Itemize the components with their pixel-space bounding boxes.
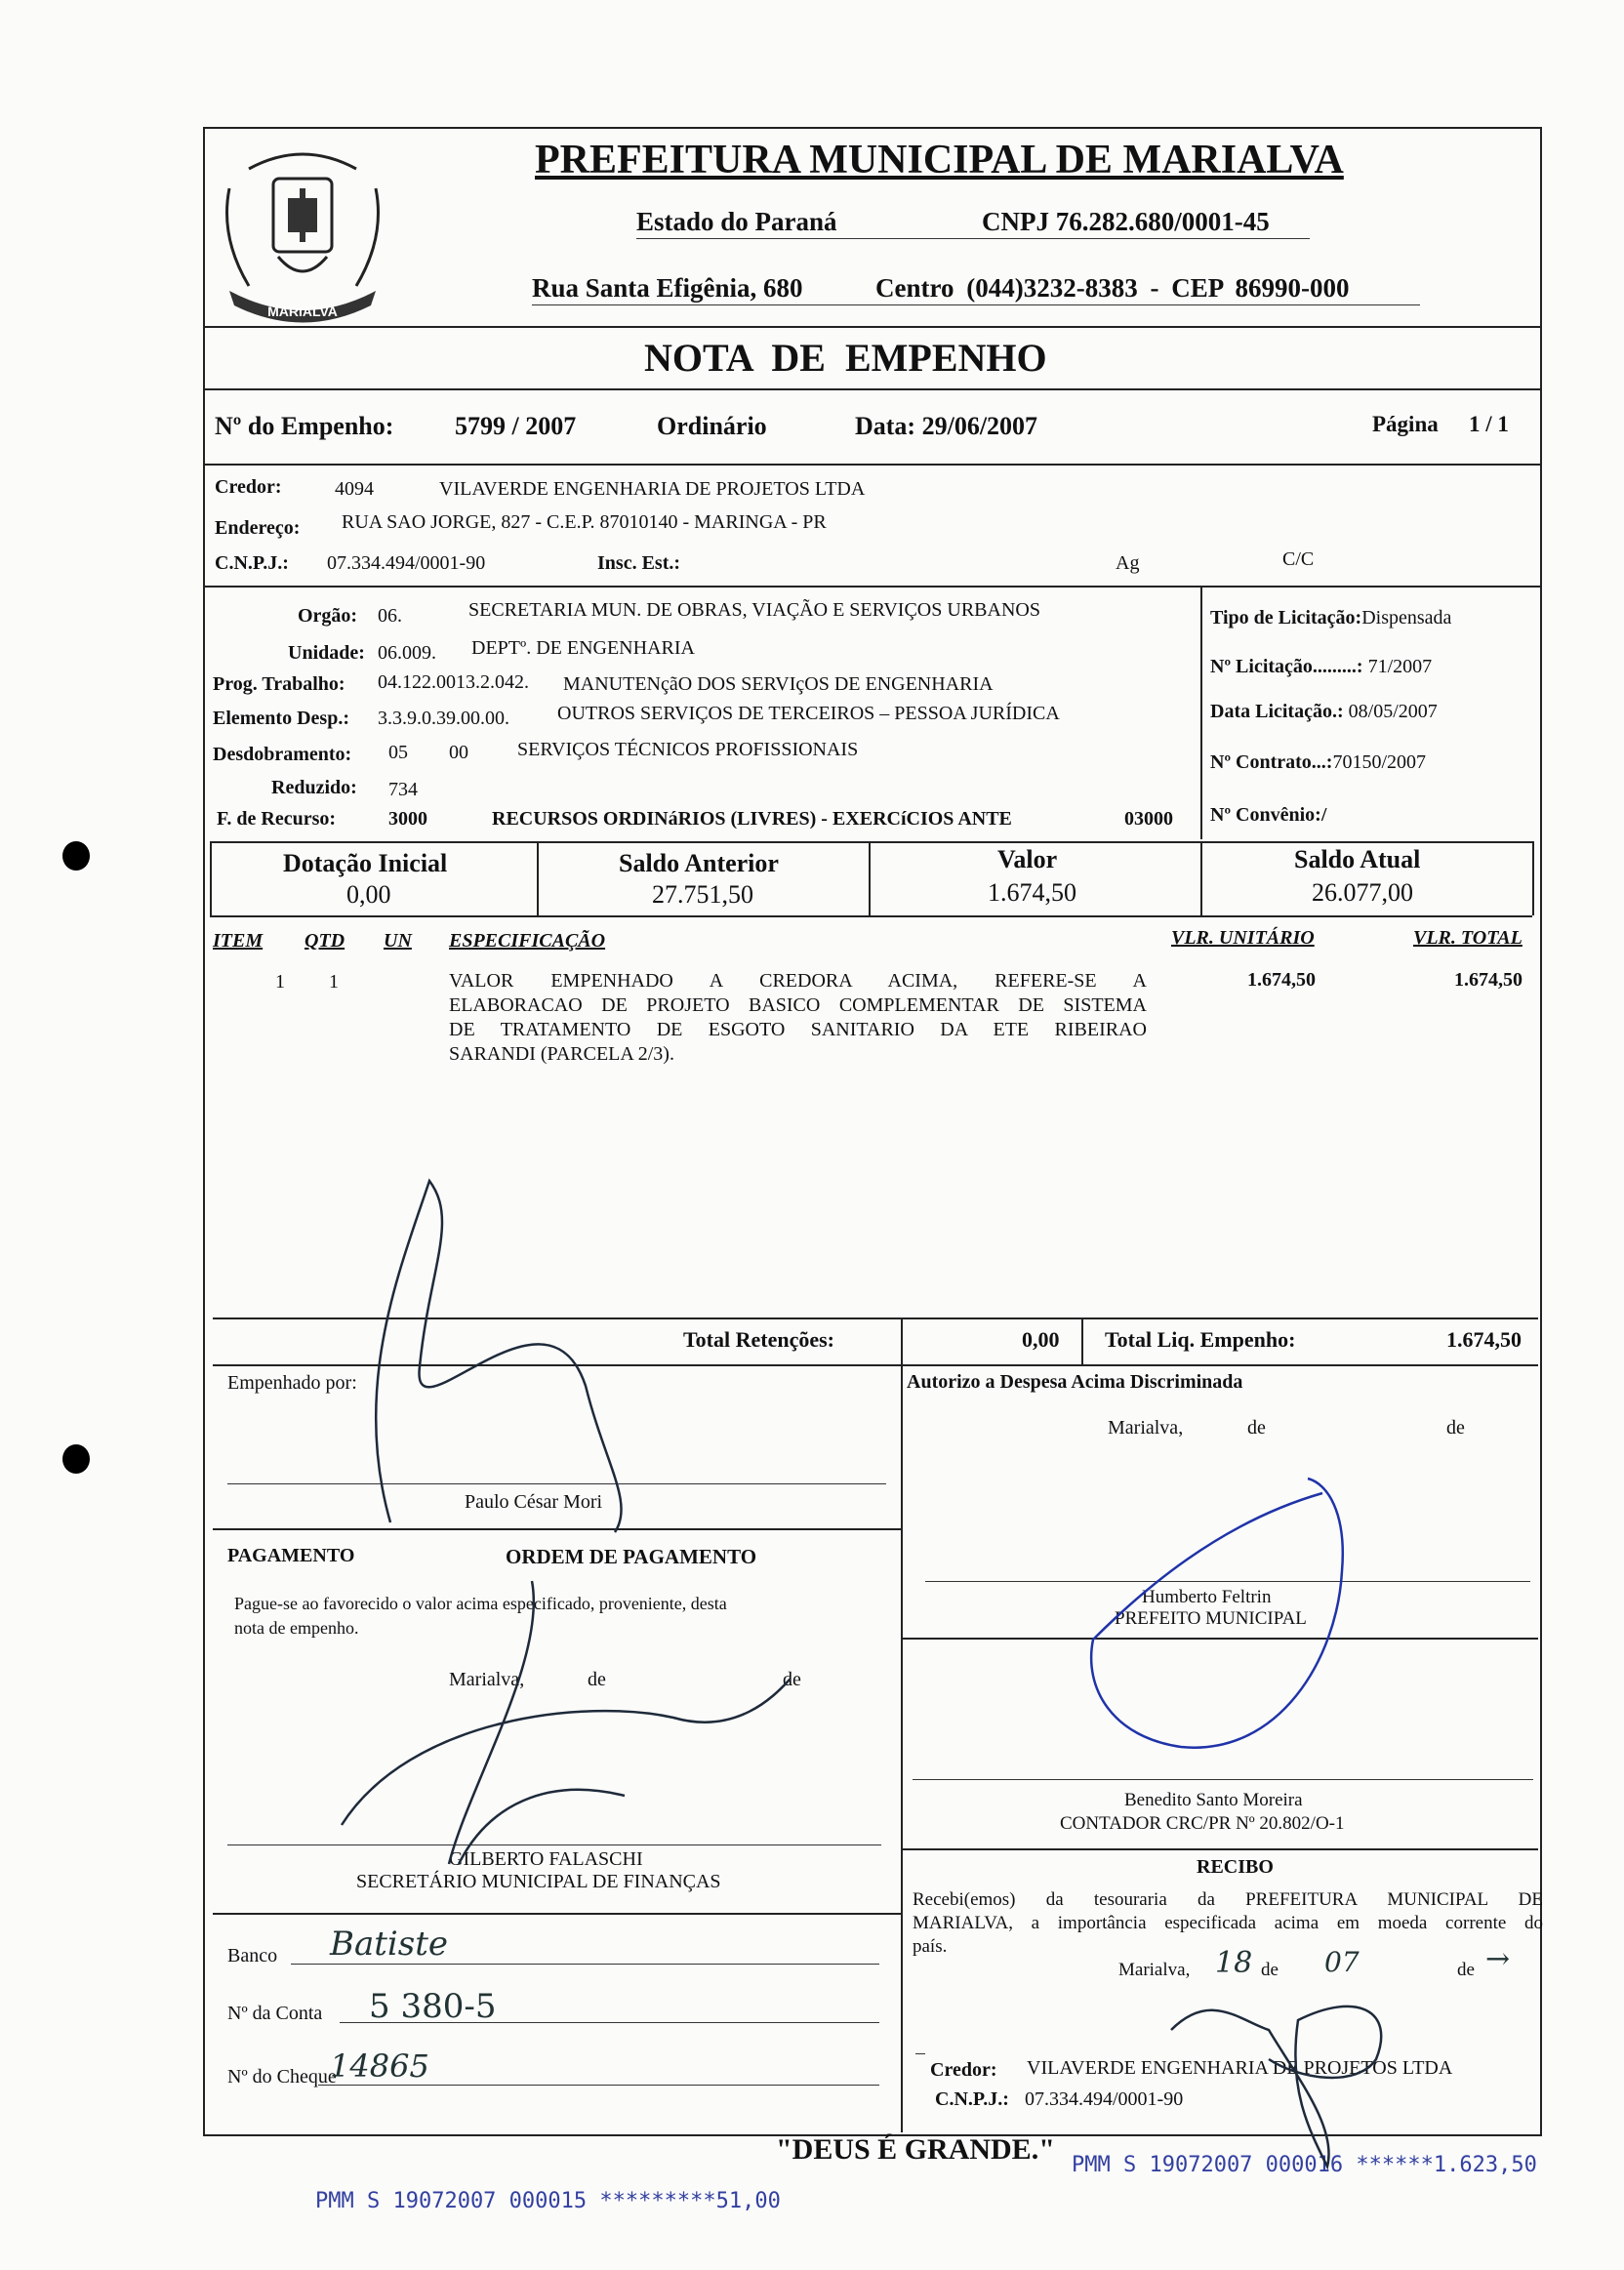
col-qtd: QTD	[304, 930, 345, 952]
elemento-desc: OUTROS SERVIÇOS DE TERCEIROS – PESSOA JURÍDICA	[557, 703, 1060, 724]
orgao-code: 06.	[378, 605, 402, 627]
empenho-date: Data: 29/06/2007	[855, 412, 1038, 440]
endereco-value: RUA SAO JORGE, 827 - C.E.P. 87010140 - MARINGA - PR	[342, 511, 827, 533]
divider	[213, 1317, 1538, 1319]
empenho-number: 5799 / 2007	[455, 412, 577, 440]
empenhado-name: Paulo César Mori	[465, 1491, 603, 1513]
fonte-label: F. de Recurso:	[217, 808, 337, 830]
recibo-text: Recebi(emos) da tesouraria da PREFEITURA MUNICIPAL DE MARIALVA, a importância especificada acima em moeda corrente do país.	[913, 1889, 1543, 1957]
credor-label: Credor:	[215, 476, 282, 498]
data-licitacao-label: Data Licitação.: 08/05/2007	[1210, 701, 1438, 722]
ag-label: Ag	[1116, 552, 1140, 574]
desdobramento-code2: 00	[449, 742, 468, 763]
pague-line1: Pague-se ao favorecido o valor acima especificado, proveniente, desta	[234, 1594, 727, 1613]
unidade-label: Unidade:	[288, 642, 365, 664]
divider	[210, 841, 212, 915]
unidade-desc: DEPTº. DE ENGENHARIA	[471, 637, 695, 659]
elemento-label: Elemento Desp.:	[213, 708, 349, 729]
stamp-2: PMM S 19072007 000016 ******1.623,50	[1072, 2153, 1537, 2177]
valor-label: Valor	[997, 845, 1058, 873]
recibo-de2: de	[1457, 1960, 1475, 1980]
contador-name: Benedito Santo Moreira	[1124, 1790, 1303, 1810]
ordem-pagamento-label: ORDEM DE PAGAMENTO	[506, 1545, 757, 1568]
item-unit-value: 1.674,50	[1247, 969, 1316, 991]
prog-desc: MANUTENçãO DOS SERVIçOS DE ENGENHARIA	[563, 673, 994, 695]
divider	[901, 1638, 1538, 1640]
recibo-credor-label: Credor:	[930, 2059, 997, 2081]
item-qtd: 1	[329, 971, 339, 993]
municipal-seal-icon	[210, 130, 395, 330]
secretario-title: SECRETÁRIO MUNICIPAL DE FINANÇAS	[356, 1871, 721, 1892]
prog-code: 04.122.0013.2.042.	[378, 671, 529, 693]
signature-line	[913, 1779, 1533, 1780]
pagamento-label: PAGAMENTO	[227, 1545, 355, 1566]
prefeito-title: PREFEITO MUNICIPAL	[1115, 1608, 1307, 1629]
col-vlr-unitario: VLR. UNITÁRIO	[1171, 927, 1315, 949]
cc-label: C/C	[1282, 548, 1315, 570]
page-label: Página	[1372, 412, 1439, 436]
banco-label: Banco	[227, 1945, 278, 1966]
fonte-code: 3000	[388, 808, 427, 830]
autorizo-text: Autorizo a Despesa Acima Discriminada	[907, 1371, 1243, 1393]
divider	[537, 841, 539, 915]
seal-text: MARIALVA	[267, 304, 338, 319]
col-item: ITEM	[213, 930, 264, 952]
divider	[901, 1364, 903, 2132]
divider	[213, 1913, 901, 1915]
signature-line	[227, 1483, 886, 1484]
saldo-anterior-label: Saldo Anterior	[619, 849, 779, 877]
col-especificacao: ESPECIFICAÇÃO	[449, 930, 606, 952]
empenho-label: Nº do Empenho:	[215, 412, 394, 440]
header-contact: Centro (044)3232-8383 - CEP 86990-000	[875, 273, 1350, 303]
divider	[210, 841, 1532, 843]
empenho-type: Ordinário	[657, 412, 767, 440]
cheque-label: Nº do Cheque	[227, 2066, 337, 2088]
item-description: VALOR EMPENHADO A CREDORA ACIMA, REFERE-SE A ELABORACAO DE PROJETO BASICO COMPLEMENTAR DE SISTEMA DE TRATAMENTO DE ESGOTO SANITARIO DA ETE RIBEIRAO SARANDI (PARCELA 2/3).	[449, 970, 1147, 1065]
divider	[869, 841, 871, 915]
divider	[203, 586, 1540, 588]
state-underline	[636, 238, 1310, 239]
pagamento-marialva: Marialva,	[449, 1669, 525, 1690]
header-title: PREFEITURA MUNICIPAL DE MARIALVA	[535, 138, 1344, 182]
pagamento-de1: de	[588, 1669, 606, 1690]
header-address: Rua Santa Efigênia, 680	[532, 273, 803, 303]
recibo-day: 18	[1215, 1946, 1253, 1980]
prog-label: Prog. Trabalho:	[213, 673, 345, 695]
autorizo-de1: de	[1247, 1417, 1266, 1439]
header-cnpj: CNPJ 76.282.680/0001-45	[982, 207, 1270, 236]
prefeito-name: Humberto Feltrin	[1142, 1587, 1272, 1607]
stamp-1: PMM S 19072007 000015 *********51,00	[315, 2189, 781, 2213]
address-underline	[532, 304, 1420, 305]
autorizo-marialva: Marialva,	[1108, 1417, 1184, 1439]
page-value: 1 / 1	[1469, 412, 1509, 436]
secretario-name: GILBERTO FALASCHI	[449, 1848, 643, 1870]
cnpj-label: C.N.P.J.:	[215, 552, 289, 574]
insc-label: Insc. Est.:	[597, 552, 681, 574]
conta-label: Nº da Conta	[227, 2003, 323, 2024]
punch-hole	[62, 841, 90, 871]
divider	[901, 1848, 1538, 1850]
recibo-cnpj-value: 07.334.494/0001-90	[1025, 2088, 1184, 2110]
divider	[203, 388, 1540, 390]
desdobramento-code1: 05	[388, 742, 408, 763]
total-liquido-value: 1.674,50	[1446, 1327, 1522, 1352]
credor-name: VILAVERDE ENGENHARIA DE PROJETOS LTDA	[439, 478, 866, 500]
total-retencoes-value: 0,00	[1022, 1327, 1060, 1352]
footer-motto: "DEUS É GRANDE."	[776, 2133, 1055, 2166]
divider	[203, 464, 1540, 466]
total-liquido-label: Total Liq. Empenho:	[1105, 1327, 1296, 1352]
divider	[1200, 841, 1202, 915]
orgao-desc: SECRETARIA MUN. DE OBRAS, VIAÇÃO E SERVIÇOS URBANOS	[468, 599, 1040, 621]
orgao-label: Orgão:	[298, 605, 358, 627]
dotacao-value: 0,00	[346, 880, 391, 909]
pagamento-de2: de	[783, 1669, 801, 1690]
divider	[901, 1317, 903, 1364]
empenhado-label: Empenhado por:	[227, 1372, 357, 1394]
banco-value: Batiste	[330, 1925, 449, 1964]
pague-line2: nota de empenho.	[234, 1618, 359, 1638]
desdobramento-label: Desdobramento:	[213, 744, 352, 765]
endereco-label: Endereço:	[215, 517, 301, 539]
recibo-title: RECIBO	[1197, 1856, 1274, 1878]
punch-hole	[62, 1444, 90, 1474]
contador-title: CONTADOR CRC/PR Nº 20.802/O-1	[1060, 1813, 1345, 1834]
recibo-year-mark: →	[1485, 1942, 1511, 1976]
saldo-atual-label: Saldo Atual	[1294, 845, 1421, 873]
saldo-atual-value: 26.077,00	[1312, 878, 1413, 907]
unidade-code: 06.009.	[378, 642, 436, 664]
item-number: 1	[275, 971, 285, 993]
signature-line	[227, 1844, 881, 1845]
doc-title: NOTA DE EMPENHO	[644, 336, 1047, 380]
field-line	[291, 1964, 879, 1965]
recibo-month: 07	[1324, 1946, 1360, 1978]
divider	[1081, 1317, 1083, 1364]
convenio-label: Nº Convênio:/	[1210, 804, 1327, 826]
cnpj-value: 07.334.494/0001-90	[327, 552, 486, 574]
fonte-desc: RECURSOS ORDINáRIOS (LIVRES) - EXERCíCIOS ANTE	[492, 808, 1012, 830]
recibo-credor-value: VILAVERDE ENGENHARIA DE PROJETOS LTDA	[1027, 2057, 1453, 2079]
recibo-de1: de	[1261, 1960, 1279, 1980]
contrato-label: Nº Contrato...:70150/2007	[1210, 751, 1427, 773]
divider	[203, 326, 1540, 328]
reduzido-label: Reduzido:	[271, 777, 357, 798]
num-licitacao-label: Nº Licitação.........: 71/2007	[1210, 656, 1433, 677]
fonte-code2: 03000	[1124, 808, 1173, 830]
total-retencoes-label: Total Retenções:	[683, 1327, 834, 1352]
tipo-licitacao-label: Tipo de Licitação:Dispensada	[1210, 607, 1452, 628]
divider	[1532, 841, 1534, 915]
col-un: UN	[384, 930, 412, 952]
valor-value: 1.674,50	[988, 878, 1076, 907]
conta-value: 5 380-5	[369, 1987, 497, 2026]
signature-line	[925, 1581, 1530, 1582]
field-line	[318, 2085, 879, 2086]
credor-code: 4094	[335, 478, 374, 500]
signature-line	[915, 2053, 925, 2054]
desdobramento-desc: SERVIÇOS TÉCNICOS PROFISSIONAIS	[517, 739, 859, 760]
recibo-marialva: Marialva,	[1118, 1960, 1191, 1980]
field-line	[340, 2022, 879, 2023]
recibo-cnpj-label: C.N.P.J.:	[935, 2088, 1009, 2110]
divider	[210, 915, 1532, 917]
header-state: Estado do Paraná	[636, 207, 837, 236]
col-vlr-total: VLR. TOTAL	[1413, 927, 1522, 949]
divider	[213, 1528, 901, 1530]
reduzido-value: 734	[388, 779, 418, 800]
item-total-value: 1.674,50	[1454, 969, 1522, 991]
autorizo-de2: de	[1446, 1417, 1465, 1439]
dotacao-label: Dotação Inicial	[283, 849, 448, 877]
saldo-anterior-value: 27.751,50	[652, 880, 753, 909]
elemento-code: 3.3.9.0.39.00.00.	[378, 708, 509, 729]
divider	[213, 1364, 1538, 1366]
cheque-value: 14865	[330, 2047, 429, 2085]
divider	[1200, 586, 1202, 839]
